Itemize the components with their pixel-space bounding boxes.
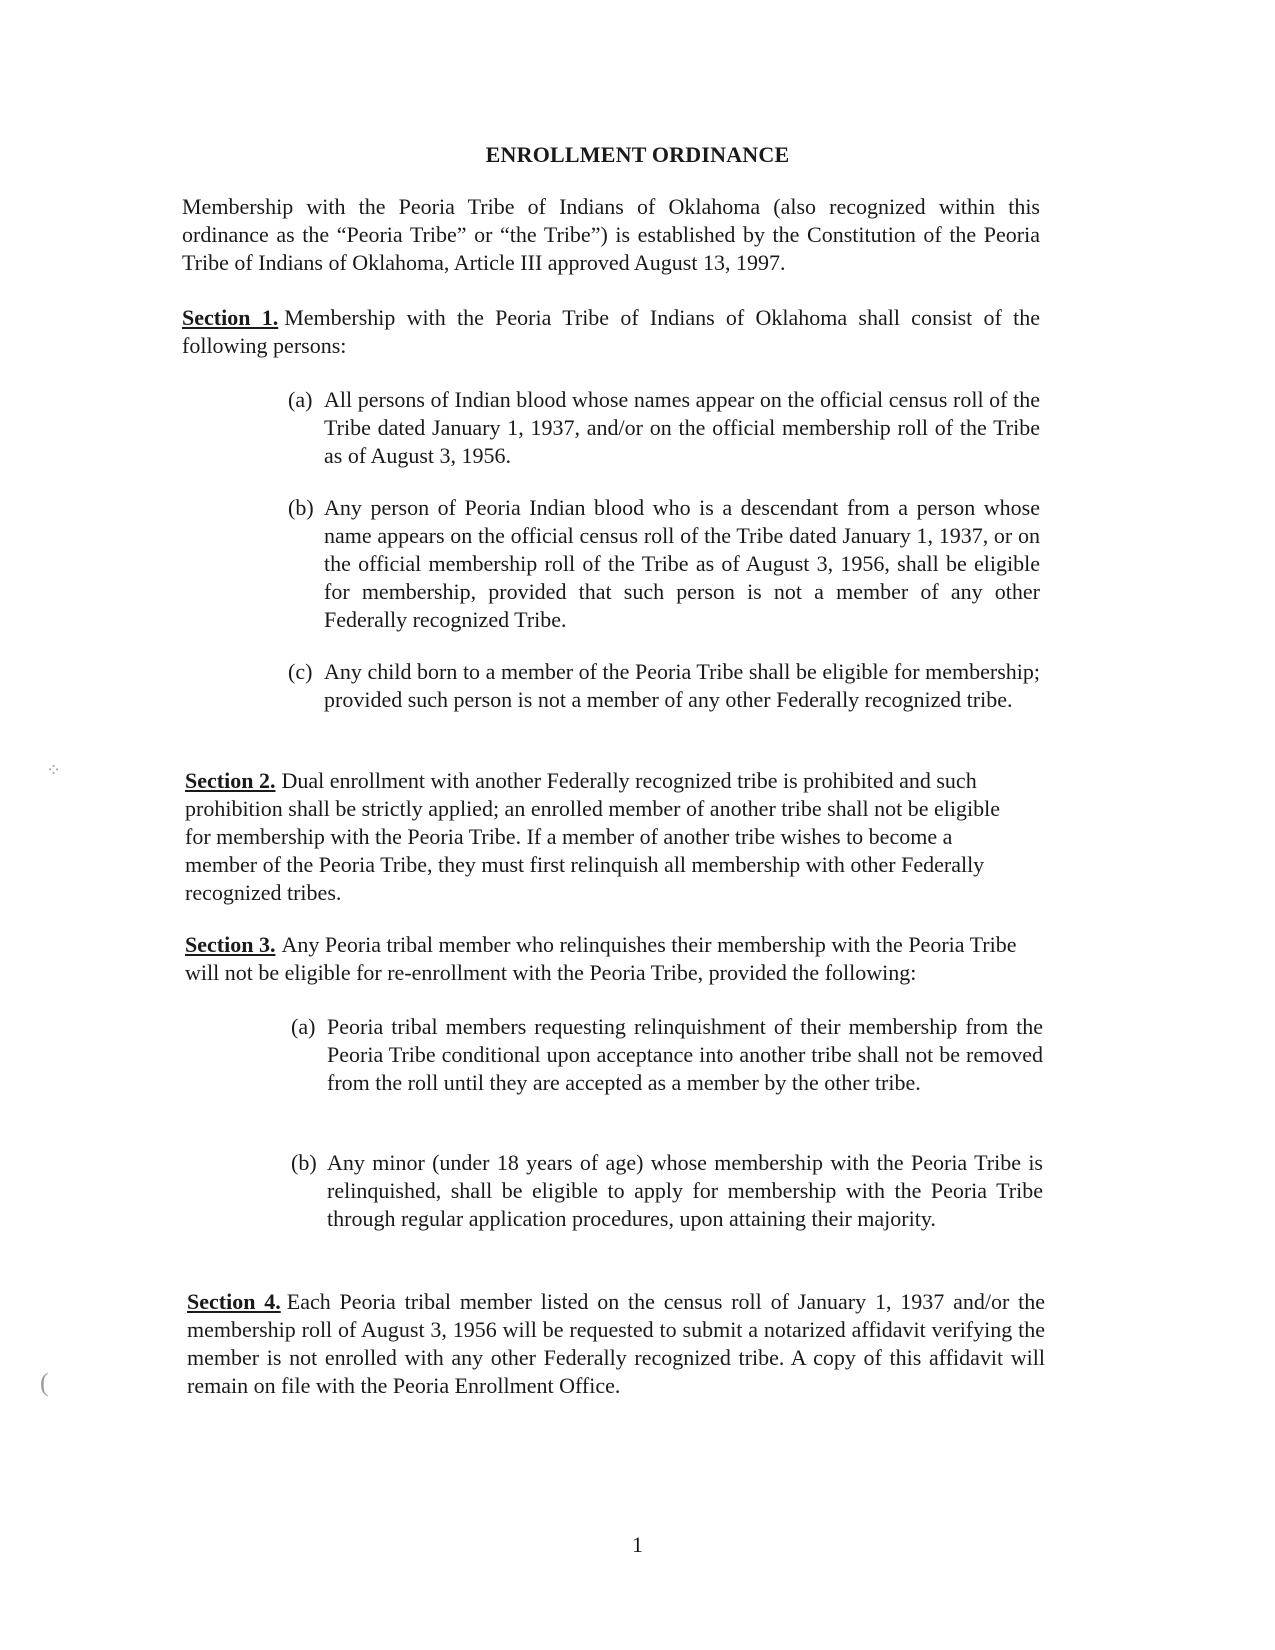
section-2: [185, 767, 1005, 907]
document-title: ENROLLMENT ORDINANCE: [485, 142, 790, 167]
item-text: All persons of Indian blood whose names appear on the official census roll of the Tribe dated January 1, 1937, and/or on the official membership roll of the Tribe as of August 3, 1956.: [324, 387, 1040, 468]
section-4-text: Each Peoria tribal member listed on the census roll of January 1, 1937 and/or the membership roll of August 3, 1956 will be requested to submit a notarized affidavit verifying the member is not enrolled with any other Federally recognized tribe. A copy of this affidavit will remain on file with the Peoria Enrollment Office.: [187, 1289, 1045, 1398]
section-1: [182, 304, 1040, 360]
section-2-label: Section 2.: [185, 768, 276, 793]
scan-smudge-mark: ⁘: [46, 760, 62, 780]
item-text: Any child born to a member of the Peoria Tribe shall be eligible for membership; provided such person is not a member of any other Federally recognized tribe.: [324, 659, 1040, 712]
section-3-text: Any Peoria tribal member who relinquishes their membership with the Peoria Tribe will not be eligible for re-enrollment with the Peoria Tribe, provided the following:: [185, 932, 1017, 985]
item-marker: (c): [288, 659, 313, 684]
section-3-item-a: [291, 1013, 1043, 1125]
intro-paragraph: [182, 193, 1040, 277]
page-number: 1: [632, 1532, 643, 1557]
scan-hole-mark: (: [40, 1368, 49, 1397]
section-4-label: Section 4.: [187, 1289, 281, 1314]
section-1-label: Section 1.: [182, 305, 279, 330]
section-3-item-b: [291, 1149, 1043, 1261]
section-1-text: Membership with the Peoria Tribe of Indians of Oklahoma shall consist of the following persons:: [182, 305, 1040, 358]
section-2-text: Dual enrollment with another Federally recognized tribe is prohibited and such prohibition shall be strictly applied; an enrolled member of another tribe shall not be eligible for membership with the Peoria Tribe. If a member of another tribe wishes to become a member of the Peoria Tribe, they must first relinquish all membership with other Federally recognized tribes.: [185, 768, 1000, 905]
intro-text: Membership with the Peoria Tribe of Indians of Oklahoma (also recognized within this ordinance as the “Peoria Tribe” or “the Tribe”) is established by the Constitution of the Peoria Tribe of Indians of Oklahoma, Article III approved August 13, 1997.: [182, 194, 1040, 275]
section-3-label: Section 3.: [185, 932, 276, 957]
item-marker: (a): [288, 387, 313, 412]
item-text: Any minor (under 18 years of age) whose membership with the Peoria Tribe is relinquished, shall be eligible to apply for membership with the Peoria Tribe through regular application procedures, upon attaining their majority.: [327, 1150, 1043, 1231]
item-marker: (a): [291, 1014, 316, 1039]
item-marker: (b): [291, 1150, 317, 1175]
item-text: Peoria tribal members requesting relinquishment of their membership from the Peoria Tribe conditional upon acceptance into another tribe shall not be removed from the roll until they are accepted as a member by the other tribe.: [327, 1014, 1043, 1095]
section-1-item-a: [288, 386, 1040, 470]
section-1-item-b: [288, 494, 1040, 634]
item-text: Any person of Peoria Indian blood who is a descendant from a person whose name appears on the official census roll of the Tribe dated January 1, 1937, or on the official membership roll of the Tribe as of August 3, 1956, shall be eligible for membership, provided that such person is not a member of any other Federally recognized Tribe.: [324, 495, 1040, 632]
section-3: [185, 931, 1045, 987]
section-1-item-c: [288, 658, 1040, 742]
item-marker: (b): [288, 495, 314, 520]
section-4: [187, 1288, 1045, 1400]
